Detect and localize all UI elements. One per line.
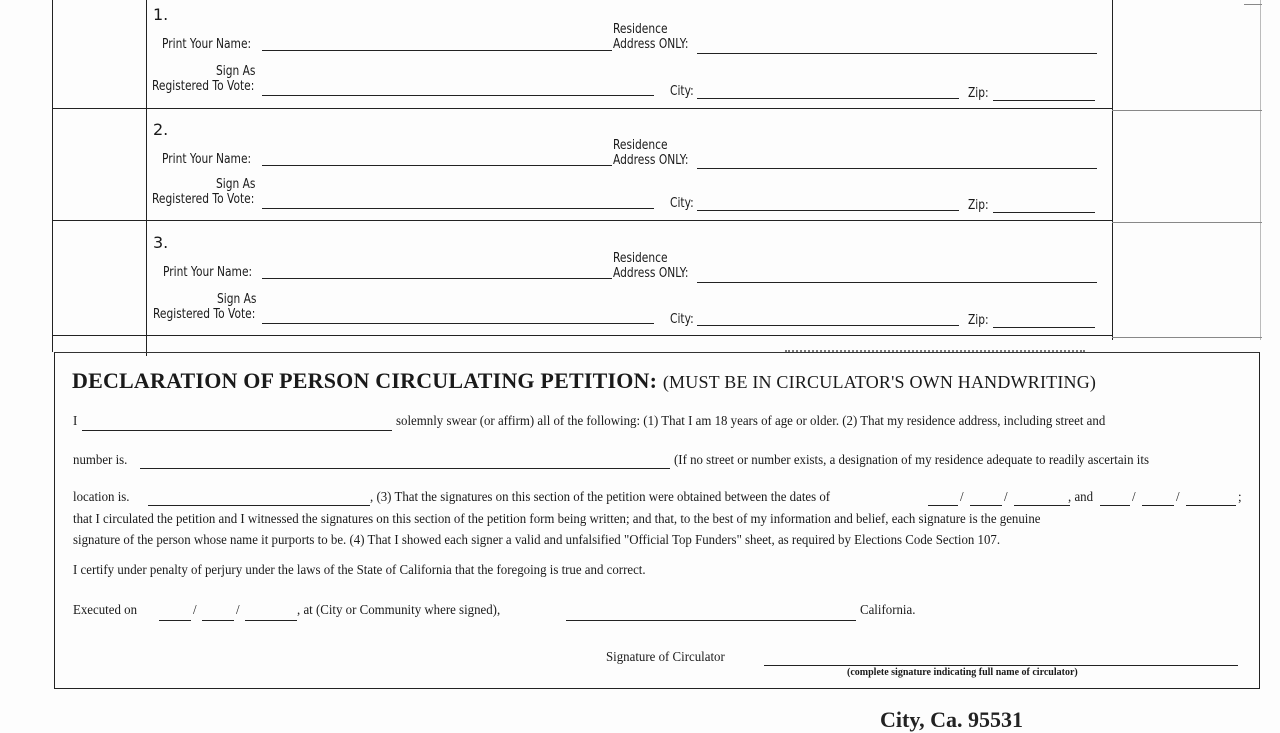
residence-label: [613, 138, 688, 168]
date-slash: /: [236, 603, 240, 618]
print-name-label: Print Your Name:: [162, 37, 252, 52]
signer-number: 1.: [153, 5, 169, 24]
date-slash: /: [1176, 490, 1180, 505]
sign-label: [152, 64, 260, 94]
row-divider-2: [52, 220, 1112, 221]
residence-label-line1: Residence: [613, 251, 668, 266]
row-divider-1-right: [1112, 110, 1262, 111]
sign-label: [153, 292, 261, 322]
city-label: City:: [670, 196, 694, 211]
end-month-field[interactable]: [1100, 505, 1130, 506]
row-divider-2-right: [1112, 222, 1262, 223]
sign-label-line2: Registered To Vote:: [153, 307, 256, 322]
print-name-field[interactable]: [262, 165, 612, 166]
declaration-subtitle: (MUST BE IN CIRCULATOR'S OWN HANDWRITING): [662, 372, 1097, 392]
circulator-location-field[interactable]: [148, 505, 370, 506]
footer-address-partial: City, Ca. 95531: [880, 707, 1023, 732]
executed-day-field[interactable]: [202, 620, 234, 621]
zip-field[interactable]: [993, 100, 1095, 101]
residence-address-field[interactable]: [697, 168, 1097, 169]
circulator-signature-field[interactable]: [764, 665, 1238, 666]
declaration-line4-text: that I circulated the petition and I witnessed the signatures on this section of the petition form being written; and that, to the best of my information and belief, each signature is the genuine: [73, 512, 1041, 527]
residence-label-line2: Address ONLY:: [613, 153, 689, 168]
executed-at-label: , at (City or Community where signed),: [297, 603, 501, 618]
sign-label: [152, 177, 260, 207]
city-field[interactable]: [697, 98, 959, 99]
declaration-line3-and: , and: [1068, 490, 1094, 505]
state-label: California.: [860, 603, 916, 618]
sign-label-line2: Registered To Vote:: [152, 79, 255, 94]
executed-month-field[interactable]: [159, 620, 191, 621]
signature-field[interactable]: [262, 95, 654, 96]
residence-address-field[interactable]: [697, 53, 1097, 54]
city-label: City:: [670, 312, 694, 327]
residence-label: [613, 251, 688, 281]
table-right-outer-border: [1260, 0, 1261, 340]
sign-label-line1: Sign As: [215, 177, 256, 192]
table-number-column-border: [146, 0, 147, 356]
end-year-field[interactable]: [1186, 505, 1236, 506]
print-name-label: Print Your Name:: [162, 152, 252, 167]
end-day-field[interactable]: [1142, 505, 1174, 506]
executed-year-field[interactable]: [245, 620, 297, 621]
zip-label: Zip:: [968, 313, 989, 328]
sign-label-line2: Registered To Vote:: [152, 192, 255, 207]
zip-label: Zip:: [968, 198, 989, 213]
signature-of-circulator-label: Signature of Circulator: [606, 650, 725, 665]
residence-label-line1: Residence: [613, 138, 668, 153]
declaration-line3-prefix: location is.: [73, 490, 130, 505]
residence-label-line2: Address ONLY:: [613, 37, 689, 52]
date-slash: /: [1004, 490, 1008, 505]
executed-city-field[interactable]: [566, 620, 856, 621]
declaration-line2-prefix: number is.: [73, 453, 128, 468]
zip-field[interactable]: [993, 327, 1095, 328]
city-field[interactable]: [697, 210, 959, 211]
declaration-line3-text: , (3) That the signatures on this section of the petition were obtained between the dates of: [370, 490, 831, 505]
residence-address-field[interactable]: [697, 282, 1097, 283]
corner-mark: [1244, 0, 1262, 5]
date-slash: /: [193, 603, 197, 618]
city-field[interactable]: [697, 325, 959, 326]
declaration-line1-text: solemnly swear (or affirm) all of the following: (1) That I am 18 years of age or older. (2) That my residence address, including street and: [396, 414, 1106, 429]
declaration-line2-text: (If no street or number exists, a designation of my residence adequate to readily ascertain its: [674, 453, 1149, 468]
table-right-inner-border: [1112, 0, 1113, 340]
residence-label: [613, 22, 688, 52]
date-slash: /: [1132, 490, 1136, 505]
circulator-name-field[interactable]: [82, 430, 392, 431]
print-name-field[interactable]: [262, 50, 612, 51]
declaration-line3-end: ;: [1238, 490, 1242, 505]
signature-note: (complete signature indicating full name of circulator): [847, 667, 1078, 678]
table-left-border: [52, 0, 53, 352]
signature-field[interactable]: [262, 323, 654, 324]
residence-label-line2: Address ONLY:: [613, 266, 689, 281]
declaration-title: [72, 368, 1096, 394]
date-slash: /: [960, 490, 964, 505]
declaration-line5-text: signature of the person whose name it purports to be. (4) That I showed each signer a valid and unfalsified "Official Top Funders" sheet, as required by Elections Code Section 107.: [73, 533, 1001, 548]
signer-number: 2.: [153, 120, 169, 139]
print-name-field[interactable]: [262, 278, 612, 279]
sign-label-line1: Sign As: [215, 64, 256, 79]
start-day-field[interactable]: [970, 505, 1002, 506]
declaration-line1-prefix: I: [73, 414, 78, 429]
start-year-field[interactable]: [1014, 505, 1070, 506]
city-label: City:: [670, 84, 694, 99]
certify-text: I certify under penalty of perjury under the laws of the State of California that the foregoing is true and correct.: [73, 563, 646, 578]
signer-number: 3.: [153, 233, 169, 252]
residence-label-line1: Residence: [613, 22, 668, 37]
row-divider-3-right: [1112, 337, 1262, 338]
row-divider-1: [52, 108, 1112, 109]
executed-on-label: Executed on: [73, 603, 138, 618]
circulator-street-field[interactable]: [140, 468, 670, 469]
print-name-label: Print Your Name:: [163, 265, 253, 280]
signature-field[interactable]: [262, 208, 654, 209]
start-month-field[interactable]: [928, 505, 958, 506]
row-divider-3: [52, 335, 1112, 336]
sign-label-line1: Sign As: [216, 292, 257, 307]
declaration-heading: DECLARATION OF PERSON CIRCULATING PETITION:: [72, 368, 658, 393]
zip-label: Zip:: [968, 86, 989, 101]
zip-field[interactable]: [993, 212, 1095, 213]
